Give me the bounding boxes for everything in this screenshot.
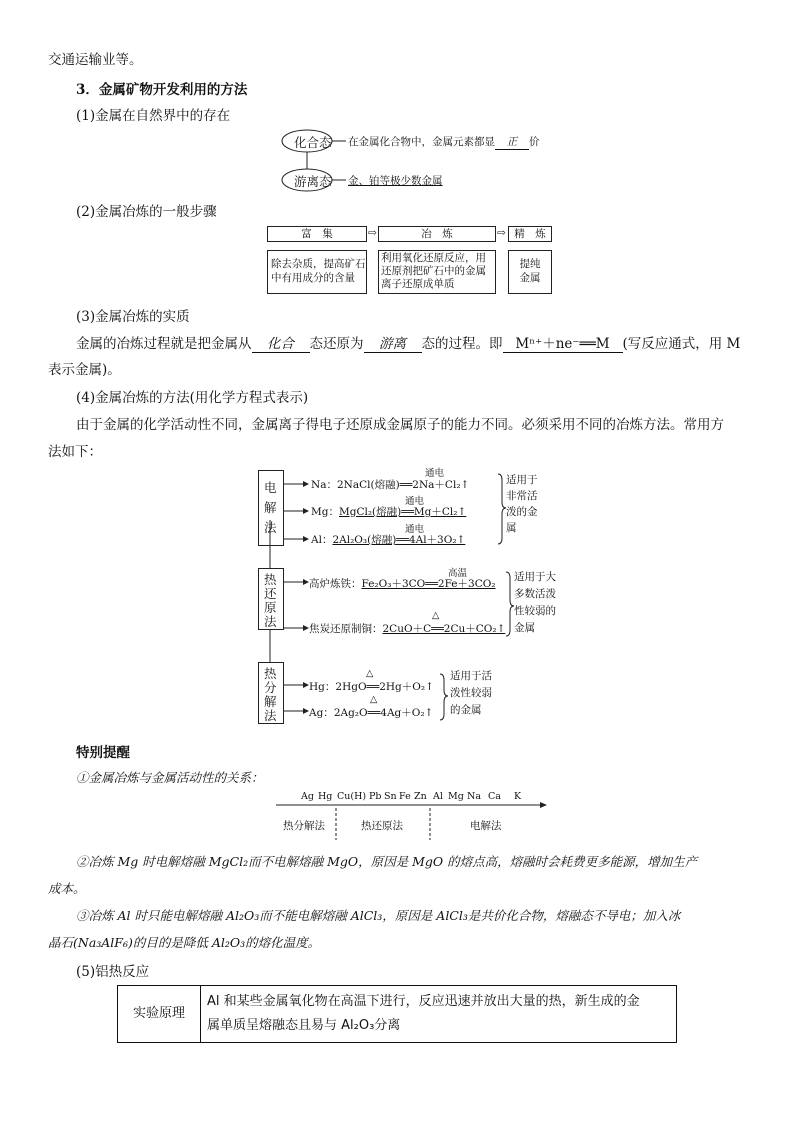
- s3-title: (3)金属冶炼的实质: [76, 309, 190, 325]
- compound-desc-post: 价: [529, 136, 540, 148]
- cond-hg: △: [366, 668, 374, 679]
- tips-title: 特别提醒: [76, 745, 130, 761]
- cond-cu: △: [432, 610, 440, 621]
- decomposition-label-4: 法: [264, 708, 277, 723]
- section-heading-3: 3．金属矿物开发利用的方法: [76, 82, 248, 98]
- s3-line1-post: (写反应通式，用 M: [622, 336, 741, 352]
- s4-para-2: 法如下：: [48, 444, 102, 460]
- decomposition-label-2: 分: [264, 680, 277, 695]
- s4-para-1: 由于金属的化学活动性不同，金属离子得电子还原成金属原子的能力不同。必须采用不同的冶炼方法。常用方: [76, 417, 724, 433]
- decomposition-label-1: 热: [264, 666, 277, 681]
- s3-line2: 表示金属)。: [48, 362, 121, 378]
- range-decomposition: 热分解法: [283, 820, 325, 832]
- eq-na: 2NaCl(熔融)══2Na＋Cl₂↑: [336, 479, 470, 491]
- electrolysis-note-1: 适用于: [506, 474, 538, 486]
- step3-desc-1: 提纯: [519, 258, 541, 270]
- tip-1: ①金属冶炼与金属活动性的关系：: [76, 770, 264, 785]
- s3-line1-mid2: 态的过程。即: [421, 336, 503, 352]
- step3-title: 精 炼: [514, 228, 546, 240]
- eq-cu: 2CuO＋C══2Cu＋CO₂↑: [382, 623, 506, 635]
- eq-row-fe: [309, 576, 496, 591]
- electrolysis-label-1: 电: [264, 480, 277, 495]
- eq-row-na: [311, 477, 469, 492]
- metal-ca-label: Ca: [488, 791, 501, 802]
- metal-k-label: K: [514, 791, 522, 802]
- range-reduction: 热还原法: [361, 820, 403, 832]
- free-desc: [348, 173, 443, 188]
- eq-row-ag: [309, 705, 433, 720]
- compound-desc-pre: 在金属化合物中，金属元素都显: [348, 136, 495, 148]
- compound-desc: [348, 134, 540, 150]
- metal-ag-label: Ag: [301, 791, 314, 802]
- electrolysis-note-4: 属: [506, 522, 517, 534]
- thermite-table: [117, 985, 677, 1043]
- decomposition-note-1: 适用于活: [450, 670, 492, 682]
- eq-mg: MgCl₂(熔融)══Mg＋Cl₂↑: [338, 506, 467, 518]
- decomposition-note: [450, 668, 492, 719]
- electrolysis-note-3: 泼的金: [506, 506, 538, 518]
- tip-2-line2: 成本。: [48, 881, 86, 896]
- reduction-label-3: 原: [264, 600, 277, 615]
- cond-al: 通电: [405, 524, 425, 535]
- s3-equation: Mⁿ⁺＋ne⁻══M: [503, 332, 623, 353]
- electrolysis-label-2: 解: [264, 500, 277, 515]
- reduction-note-4: 金属: [514, 622, 535, 634]
- cond-fe: 高温: [448, 568, 468, 579]
- electrolysis-label-3: 法: [264, 520, 277, 535]
- metal-fe: 高炉炼铁：: [309, 578, 362, 590]
- reduction-label-1: 热: [264, 572, 277, 587]
- metal-mg-label: Mg: [448, 791, 464, 802]
- electrolysis-note-2: 非常活: [506, 490, 538, 502]
- tip-3-line2: 晶石(Na₃AlF₆)的目的是降低 Al₂O₃的熔化温度。: [48, 935, 321, 950]
- table-content-1: Al 和某些金属氧化物在高温下进行，反应迅速并放出大量的热，新生成的金: [207, 994, 640, 1009]
- eq-hg: 2HgO══2Hg＋O₂↑: [335, 681, 434, 693]
- step1-title: 富 集: [301, 228, 333, 240]
- metal-ag: Ag：: [309, 707, 334, 719]
- cond-mg: 通电: [405, 496, 425, 507]
- step2-title: 冶 炼: [421, 228, 453, 240]
- eq-al: 2Al₂O₃(熔融)══4Al＋3O₂↑: [332, 534, 466, 546]
- reduction-note: [514, 569, 556, 637]
- eq-ag: 2Ag₂O══4Ag＋O₂↑: [333, 707, 434, 719]
- reduction-note-3: 性较弱的: [514, 605, 556, 617]
- eq-row-cu: [309, 621, 505, 636]
- arrow-2: ⇨: [497, 227, 506, 239]
- tip-3-line1: ③冶炼 Al 时只能电解熔融 Al₂O₃而不能电解熔融 AlCl₃，原因是 AlCl₃是共价化合物，熔融态不导电；加入冰: [76, 908, 681, 923]
- free-desc-text: 金、铂等极少数金属: [348, 175, 443, 187]
- free-state-label: 游离态: [294, 174, 332, 189]
- eq-row-mg: [311, 504, 466, 519]
- metal-hg: Hg：: [309, 681, 336, 693]
- compound-state-label: 化合态: [294, 135, 332, 150]
- metal-sn-label: Sn: [384, 791, 397, 802]
- s3-line1-mid: 态还原为: [309, 336, 364, 352]
- decomposition-label-3: 解: [264, 694, 277, 709]
- step1-desc-2: 中有用成分的含量: [271, 272, 355, 284]
- cond-ag: △: [370, 694, 378, 705]
- arrow-1: ⇨: [368, 227, 377, 239]
- step2-desc-3: 离子还原成单质: [381, 278, 455, 290]
- step3-desc-2: 金属: [519, 272, 541, 284]
- metal-na: Na：: [311, 479, 337, 491]
- reduction-note-1: 适用于大: [514, 571, 556, 583]
- eq-row-hg: [309, 679, 434, 694]
- eq-fe: Fe₂O₃＋3CO══2Fe＋3CO₂: [361, 578, 496, 590]
- step1-desc-1: 除去杂质，提高矿石: [271, 258, 366, 270]
- table-content-cell: [201, 986, 677, 1043]
- decomposition-note-3: 的金属: [450, 704, 482, 716]
- metal-zn-label: Zn: [414, 791, 427, 802]
- s4-title: (4)金属冶炼的方法(用化学方程式表示): [76, 390, 309, 406]
- s3-line1-pre: 金属的冶炼过程就是把金属从: [76, 336, 252, 352]
- table-label-cell: 实验原理: [118, 986, 201, 1043]
- metal-cuh-label: Cu(H): [337, 791, 367, 802]
- s3-answer2: 游离: [364, 332, 422, 353]
- s2-title: (2)金属冶炼的一般步骤: [76, 204, 217, 220]
- metal-na-label: Na: [467, 791, 481, 802]
- table-content-2: 属单质呈熔融态且易与 Al₂O₃分离: [207, 1018, 401, 1033]
- intro-line: 交通运输业等。: [48, 52, 143, 68]
- s1-title: (1)金属在自然界中的存在: [76, 108, 231, 124]
- reduction-note-2: 多数活泼: [514, 588, 556, 600]
- table-row: [118, 986, 677, 1043]
- step2-desc-2: 还原剂把矿石中的金属: [381, 265, 486, 277]
- step2-desc-1: 利用氧化还原反应，用: [381, 252, 486, 264]
- tip-2-line1: ②冶炼 Mg 时电解熔融 MgCl₂而不电解熔融 MgO，原因是 MgO 的熔点高，熔融时会耗费更多能源，增加生产: [76, 854, 698, 869]
- eq-row-al: [311, 532, 465, 547]
- s3-answer1: 化合: [252, 332, 310, 353]
- metal-pb-label: Pb: [369, 791, 382, 802]
- metal-al-label: Al: [433, 791, 443, 802]
- reduction-label-4: 法: [264, 614, 277, 629]
- reduction-label-2: 还: [264, 586, 277, 601]
- metal-fe-label: Fe: [399, 791, 411, 802]
- compound-answer: 正: [495, 134, 529, 150]
- decomposition-note-2: 泼性较弱: [450, 687, 492, 699]
- electrolysis-note: [506, 472, 538, 536]
- metal-cu: 焦炭还原制铜：: [309, 623, 383, 635]
- metal-hg-label: Hg: [318, 791, 333, 802]
- s5-title: (5)铝热反应: [76, 964, 150, 980]
- metal-mg: Mg：: [311, 506, 339, 518]
- range-electrolysis: 电解法: [470, 820, 502, 832]
- metal-al: Al：: [311, 534, 333, 546]
- cond-na: 通电: [425, 468, 445, 479]
- s3-line1: [76, 332, 740, 353]
